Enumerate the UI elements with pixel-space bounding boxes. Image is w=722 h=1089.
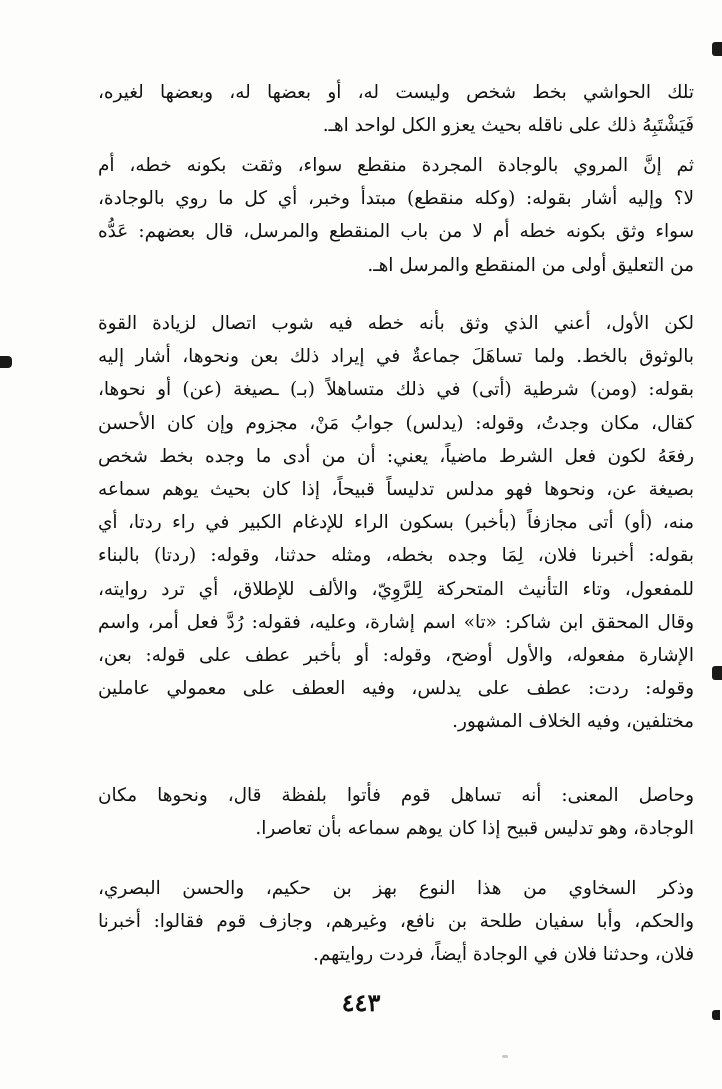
paragraph-2: [98, 149, 694, 282]
text-line: وحاصل المعنى: أنه تساهل قوم فأتوا بلفظة قال، ونحوها مكان: [98, 785, 694, 806]
paragraph-1: [98, 76, 694, 142]
text-line: لا؟ وإليه أشار بقوله: (وكله منقطع) مبتدأ وخبر، أي كل ما روي بالوجادة،: [98, 188, 694, 210]
text-line: ثم إنَّ المروي بالوجادة المجردة منقطع سواء، وثقت بكونه خطه، أم: [98, 155, 694, 176]
text-line: لكن الأول، أعني الذي وثق بأنه خطه فيه شوب اتصال لزيادة القوة: [98, 313, 694, 334]
text-line: للمفعول، وتاء التأنيث المتحركة لِلرَّوِيّ، والألف للإطلاق، أي ترد روايته،: [98, 578, 694, 600]
scan-edge-mark: [712, 1010, 720, 1020]
text-line: الإشارة مفعوله، والأول أوضح، وقوله: أو بأخبر عطف على قوله: بعن،: [98, 644, 694, 666]
page-number: ٤٤٣: [341, 988, 381, 1017]
scan-edge-mark: [712, 666, 722, 680]
text-line: وقال المحقق ابن شاكر: «تا» اسم إشارة، وعليه، فقوله: رُدَّ فعل أمر، واسم: [98, 611, 694, 633]
text-line: وقوله: ردت: عطف على يدلس، وفيه العطف على معمولي عاملين: [98, 678, 694, 700]
text-line: تلك الحواشي بخط شخص وليست له، أو بعضها له، وبعضها لغيره،: [98, 82, 694, 103]
text-line: والحكم، وأبا سفيان طلحة بن نافع، وغيرهم، وجازف قوم فقالوا: أخبرنا: [98, 911, 694, 933]
paragraph-5: [98, 872, 694, 972]
text-line: فَيَشْتَبِهُ ذلك على ناقله بحيث يعزو الكل لواحد اهـ.: [322, 115, 694, 137]
text-line: وذكر السخاوي من هذا النوع بهز بن حكيم، والحسن البصري،: [98, 878, 694, 899]
scan-edge-mark: [0, 356, 12, 368]
scan-speck: [502, 1055, 508, 1058]
text-line: مختلفين، وفيه الخلاف المشهور.: [452, 711, 694, 733]
paragraph-3: [98, 307, 694, 738]
scan-edge-mark: [712, 42, 722, 56]
text-line: بقوله: (ومن) شرطية (أتى) في ذلك متساهلاً (بـ) ـصيغة (عن) أو نحوها،: [98, 379, 694, 401]
text-line: بصيغة عن، ونحوها فهو مدلس تدليساً قبيحاً، إذا كان بحيث يوهم سماعه: [98, 478, 694, 500]
text-line: رفعَهُ لكون فعل الشرط ماضياً، يعني: أن من أدى ما وجده بخط شخص: [98, 445, 694, 467]
text-line: سواء وثق بكونه خطه أم لا من باب المنقطع والمرسل، قال بعضهم: عَدُّه: [98, 221, 694, 243]
text-line: فلان، وحدثنا فلان في الوجادة أيضاً، فردت روايتهم.: [313, 944, 694, 966]
text-line: بقوله: أخبرنا فلان، لِمَا وجده بخطه، ومثله حدثنا، وقوله: (ردتا) بالبناء: [98, 545, 694, 567]
text-line: منه، (أو) أتى مجازفاً (بأخبر) بسكون الراء للإدغام الكبير في راء ردتا، أي: [98, 512, 694, 534]
text-line: من التعليق أولى من المنقطع والمرسل اهـ.: [367, 254, 694, 276]
text-line: بالوثوق بالخط. ولما تساهَلَ جماعةٌ في إيراد ذلك بعن ونحوها، أشار إليه: [98, 346, 694, 368]
text-line: كقال، مكان وجدتُ، وقوله: (يدلس) جوابُ مَنْ، مجزوم وإن كان الأحسن: [98, 412, 694, 434]
text-line: الوجادة، وهو تدليس قبيح إذا كان يوهم سماعه بأن تعاصرا.: [255, 818, 694, 840]
paragraph-4: [98, 779, 694, 845]
